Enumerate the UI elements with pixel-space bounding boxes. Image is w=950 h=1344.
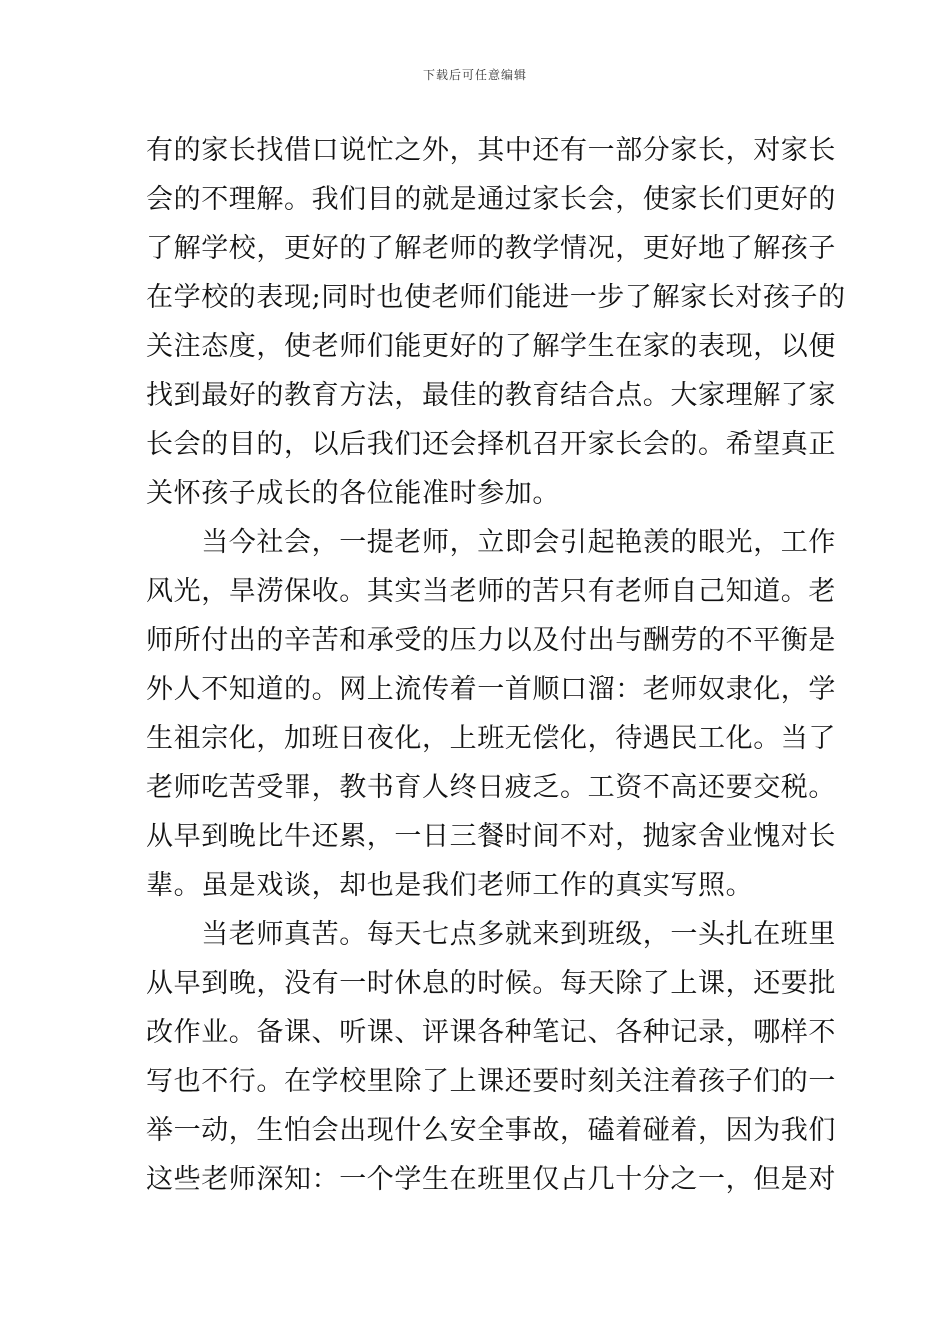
text-line: 关注态度，使老师们能更好的了解学生在家的表现，以便 (146, 331, 836, 362)
page-header-note: 下载后可任意编辑 (422, 68, 527, 82)
text-line: 当今社会，一提老师，立即会引起艳羡的眼光，工作 (146, 527, 836, 558)
text-line: 辈。虽是戏谈，却也是我们老师工作的真实写照。 (146, 870, 754, 901)
text-line: 写也不行。在学校里除了上课还要时刻关注着孩子们的一 (146, 1066, 836, 1097)
text-line: 找到最好的教育方法，最佳的教育结合点。大家理解了家 (146, 380, 836, 411)
text-line: 这些老师深知：一个学生在班里仅占几十分之一，但是对 (146, 1164, 836, 1195)
text-line: 从早到晚比牛还累，一日三餐时间不对，抛家舍业愧对长 (146, 821, 836, 852)
text-line: 在学校的表现;同时也使老师们能进一步了解家长对孩子的 (146, 282, 846, 313)
text-line: 老师吃苦受罪，教书育人终日疲乏。工资不高还要交税。 (146, 772, 836, 803)
text-line: 当老师真苦。每天七点多就来到班级，一头扎在班里 (146, 919, 836, 950)
text-line: 举一动，生怕会出现什么安全事故，磕着碰着，因为我们 (146, 1115, 836, 1146)
text-line: 长会的目的，以后我们还会择机召开家长会的。希望真正 (146, 429, 836, 460)
text-line: 会的不理解。我们目的就是通过家长会，使家长们更好的 (146, 184, 836, 215)
text-line: 师所付出的辛苦和承受的压力以及付出与酬劳的不平衡是 (146, 625, 836, 656)
text-line: 从早到晚，没有一时休息的时候。每天除了上课，还要批 (146, 968, 836, 999)
text-line: 关怀孩子成长的各位能准时参加。 (146, 478, 560, 509)
text-line: 了解学校，更好的了解老师的教学情况，更好地了解孩子 (146, 233, 836, 264)
text-line: 风光，旱涝保收。其实当老师的苦只有老师自己知道。老 (146, 576, 836, 607)
text-line: 改作业。备课、听课、评课各种笔记、各种记录，哪样不 (146, 1017, 836, 1048)
text-line: 生祖宗化，加班日夜化，上班无偿化，待遇民工化。当了 (146, 723, 836, 754)
text-line: 外人不知道的。网上流传着一首顺口溜：老师奴隶化，学 (146, 674, 836, 705)
document-body (146, 126, 846, 1204)
text-line: 有的家长找借口说忙之外，其中还有一部分家长，对家长 (146, 135, 836, 166)
